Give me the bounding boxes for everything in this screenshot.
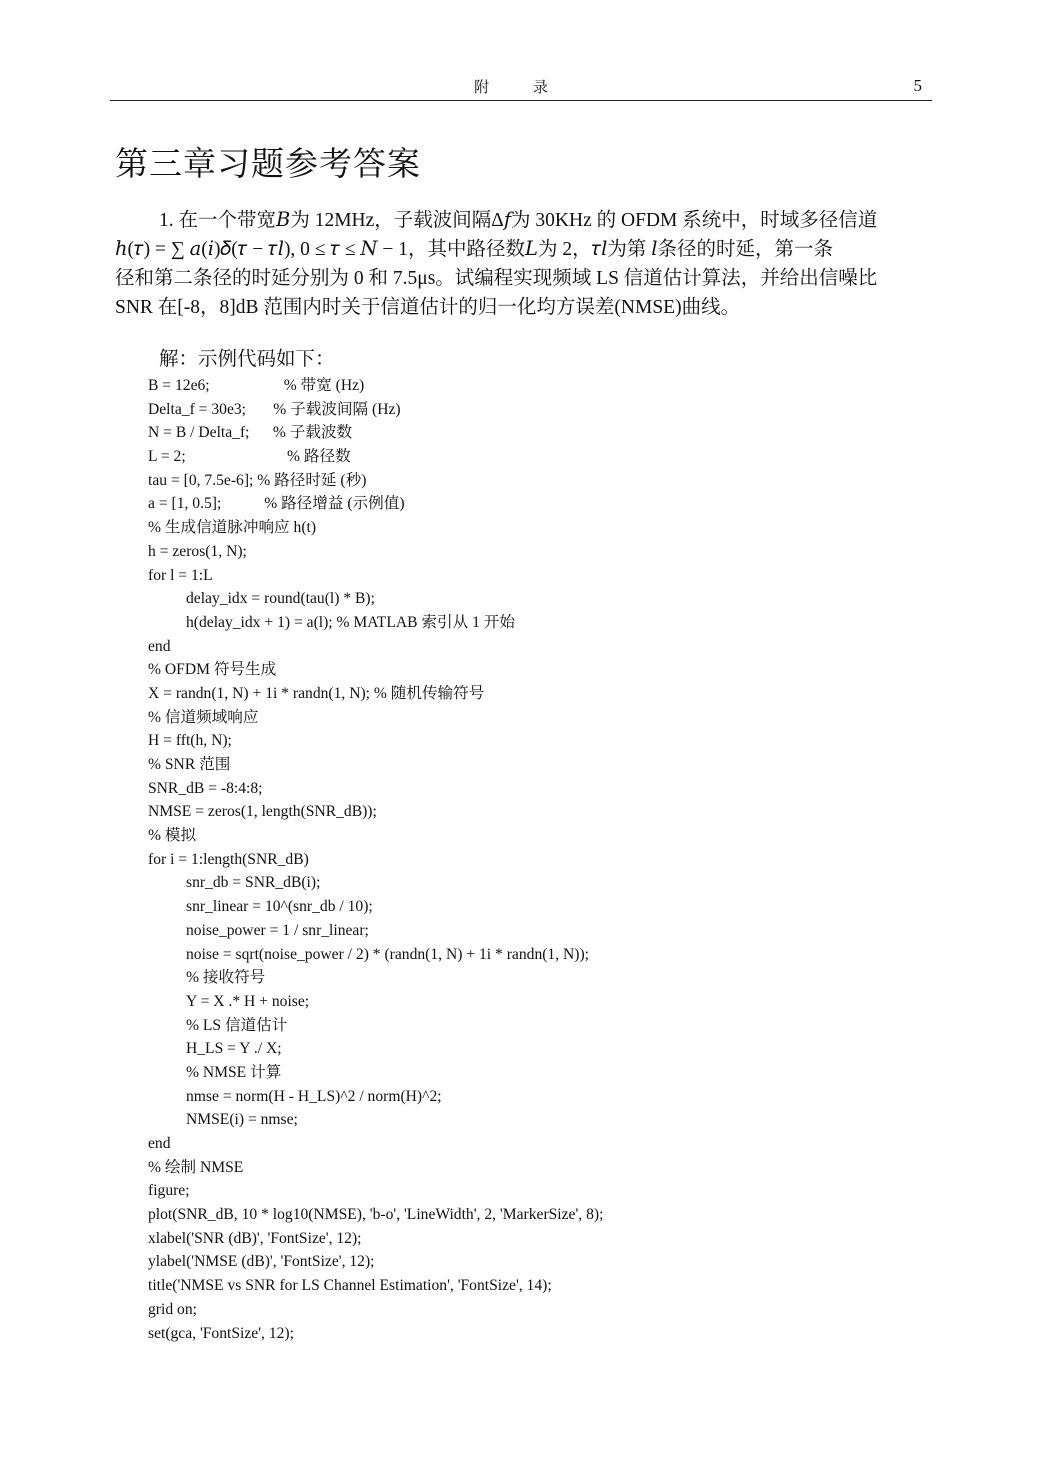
code-line: a = [1, 0.5]; % 路径增益 (示例值) [148,495,405,513]
solution-label: 解：示例代码如下： [159,349,335,370]
code-line: Y = X .* H + noise; [186,992,310,1010]
code-line: title('NMSE vs SNR for LS Channel Estimation', 'FontSize', 14); [148,1277,552,1295]
code-line: tau = [0, 7.5e-6]; % 路径时延 (秒) [148,471,367,489]
problem-line: 径和第二条径的时延分别为 0 和 7.5μs。试编程实现频域 LS 信道估计算法，并给出信噪比 [115,268,878,289]
code-line: ylabel('NMSE (dB)', 'FontSize', 12); [148,1253,375,1271]
code-line: h(delay_idx + 1) = a(l); % MATLAB 索引从 1 开始 [186,613,515,631]
code-line: % 生成信道脉冲响应 h(t) [148,519,317,537]
code-line: grid on; [148,1300,197,1318]
code-line: SNR_dB = -8:4:8; [148,779,263,797]
chapter-title: 第三章习题参考答案 [115,144,421,183]
code-line: h = zeros(1, N); [148,542,247,560]
code-line: L = 2; % 路径数 [148,448,351,466]
code-line: % 绘制 NMSE [148,1158,244,1176]
code-line: H_LS = Y ./ X; [186,1040,282,1058]
problem-line: ℎ(𝜏) = ∑ 𝑎(𝑖)𝛿(𝜏 − 𝜏𝑙), 0 ≤ 𝜏 ≤ 𝑁 − 1，其中路径数𝐿为 2，𝜏𝑙为第 𝑙条径的时延，第一条 [115,239,834,260]
code-line: % LS 信道估计 [186,1016,288,1034]
code-line: NMSE = zeros(1, length(SNR_dB)); [148,803,377,821]
code-line: delay_idx = round(tau(l) * B); [186,590,375,608]
code-line: for i = 1:length(SNR_dB) [148,850,309,868]
page-number: 5 [913,76,922,95]
code-line: figure; [148,1182,190,1200]
code-line: % 信道频域响应 [148,708,259,726]
code-line: xlabel('SNR (dB)', 'FontSize', 12); [148,1229,362,1247]
code-line: end [148,637,171,655]
problem-line: 1. 在一个带宽𝐵为 12MHz，子载波间隔Δ𝑓为 30KHz 的 OFDM 系统中，时域多径信道 [159,210,878,231]
code-line: nmse = norm(H - H_LS)^2 / norm(H)^2; [186,1087,442,1105]
code-line: noise = sqrt(noise_power / 2) * (randn(1, N) + 1i * randn(1, N)); [186,945,590,963]
code-line: snr_linear = 10^(snr_db / 10); [186,898,373,916]
code-line: plot(SNR_dB, 10 * log10(NMSE), 'b-o', 'LineWidth', 2, 'MarkerSize', 8); [148,1206,604,1224]
problem-line: SNR 在[-8，8]dB 范围内时关于信道估计的归一化均方误差(NMSE)曲线。 [115,297,741,318]
code-line: % SNR 范围 [148,756,231,773]
code-line: N = B / Delta_f; % 子载波数 [148,424,353,442]
code-line: % OFDM 符号生成 [148,661,277,679]
code-block [148,374,908,1345]
code-line: % NMSE 计算 [186,1063,282,1081]
problem-statement [115,206,933,322]
code-line: for l = 1:L [148,566,213,584]
code-line: H = fft(h, N); [148,732,232,750]
code-line: set(gca, 'FontSize', 12); [148,1324,294,1342]
code-line: B = 12e6; % 带宽 (Hz) [148,377,365,394]
code-line: noise_power = 1 / snr_linear; [186,921,369,939]
code-line: % 接收符号 [186,969,266,987]
code-line: snr_db = SNR_dB(i); [186,874,321,892]
code-line: NMSE(i) = nmse; [186,1111,298,1129]
code-line: X = randn(1, N) + 1i * randn(1, N); % 随机传输符号 [148,684,485,702]
header-title: 附 录 [474,80,568,96]
page-header [110,74,932,101]
code-line: end [148,1135,171,1152]
code-line: % 模拟 [148,827,197,845]
code-line: Delta_f = 30e3; % 子载波间隔 (Hz) [148,400,401,418]
